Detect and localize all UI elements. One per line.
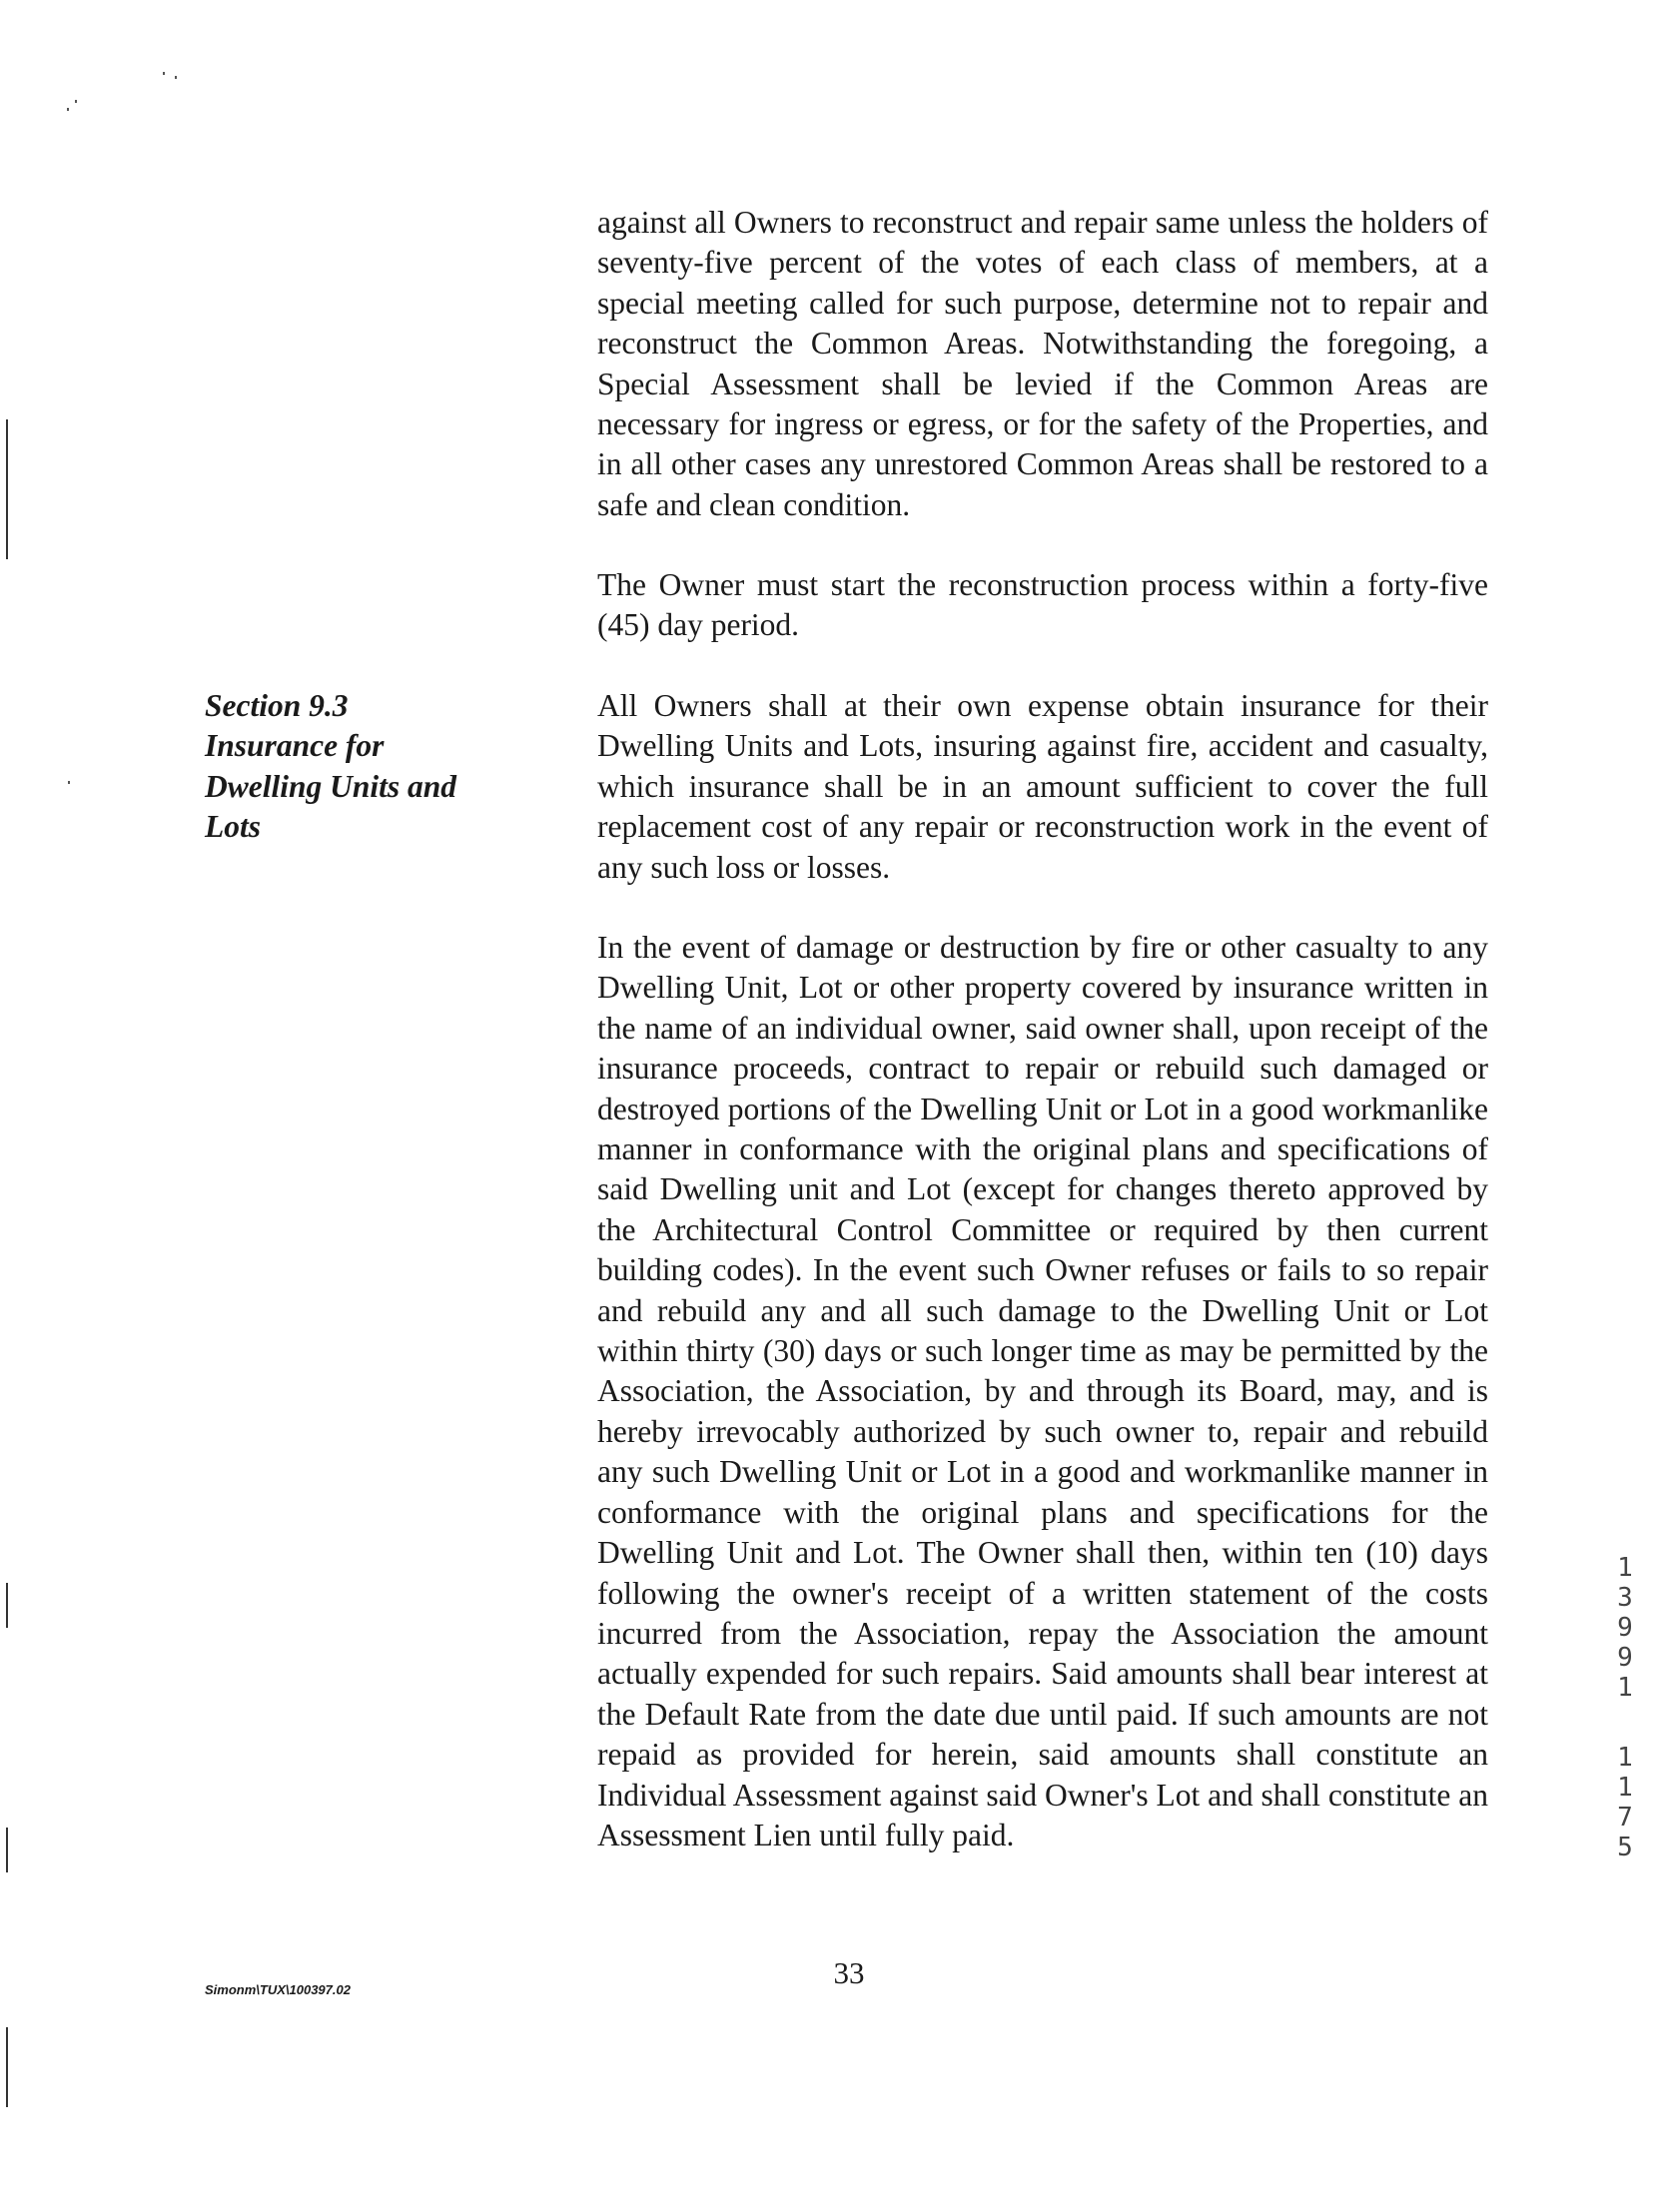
stamp-digit: 1 <box>1617 1743 1633 1773</box>
scan-speck <box>75 100 77 103</box>
scan-speck <box>67 108 69 111</box>
stamp-digit: 3 <box>1617 1583 1633 1613</box>
margin-record-stamp <box>1610 1553 1640 1862</box>
stamp-digit: 9 <box>1617 1613 1633 1643</box>
paragraph-insurance-requirement: All Owners shall at their own expense obtain insurance for their Dwelling Units and Lots, insuring against fire, accident and casualty, which insurance shall be in an amount sufficient to cover the full replacement cost of any repair or reconstruction work in the event of any such loss or losses. <box>597 688 1488 885</box>
scan-artifact-line <box>6 1583 8 1628</box>
stamp-digit: 5 <box>1617 1833 1633 1862</box>
scan-speck <box>163 72 165 75</box>
section-title-line-2: Dwelling Units and <box>205 768 457 804</box>
document-file-id: Simonm\TUX\100397.02 <box>205 1982 351 1997</box>
paragraph-reconstruction-period: The Owner must start the reconstruction process within a forty-five (45) day period. <box>597 567 1488 643</box>
scan-artifact-line <box>6 419 8 559</box>
stamp-digit: 9 <box>1617 1643 1633 1673</box>
stamp-digit: 1 <box>1617 1773 1633 1803</box>
stamp-gap <box>1610 1703 1640 1743</box>
paragraph-damage-repair: In the event of damage or destruction by fire or other casualty to any Dwelling Unit, Lot or other property covered by insurance written in the name of an individual owner, said owner shall, upon receipt of the insurance proceeds, contract to repair or rebuild such damaged or destroyed portions of the Dwelling Unit or Lot in a good workmanlike manner in conformance with the original plans and specifications of said Dwelling unit and Lot (except for changes thereto approved by the Architectural Control Committee or required by then current building codes). In the event such Owner refuses or fails to so repair and rebuild any and all such damage to the Dwelling Unit or Lot within thirty (30) days or such longer time as may be permitted by the Association, the Association, by and through its Board, may, and is hereby irrevocably authorized by such owner to, repair and rebuild any such Dwelling Unit or Lot in a good and workmanlike manner in conformance with the original plans and specifications for the Dwelling Unit and Lot. The Owner shall then, within ten (10) days following the owner's receipt of a written statement of the costs incurred from the Association, repay the Association the amount actually expended for such repairs. Said amounts shall bear interest at the Default Rate from the date due until paid. If such amounts are not repaid as provided for herein, said amounts shall constitute an Individual Assessment against said Owner's Lot and shall constitute an Assessment Lien until fully paid. <box>597 930 1488 1852</box>
paragraph-common-areas-continuation: against all Owners to reconstruct and repair same unless the holders of seventy-five percent of the votes of each class of members, at a special meeting called for such purpose, determine not to repair and reconstruct the Common Areas. Notwithstanding the foregoing, a Special Assessment shall be levied if the Common Areas are necessary for ingress or egress, or for the safety of the Properties, and in all other cases any unrestored Common Areas shall be restored to a safe and clean condition. <box>597 205 1488 522</box>
section-heading <box>205 686 504 848</box>
stamp-digit: 1 <box>1617 1673 1633 1703</box>
stamp-digit: 1 <box>1617 1553 1633 1583</box>
section-number: Section 9.3 <box>205 688 349 723</box>
section-title-line-1: Insurance for <box>205 728 385 764</box>
page-number: 33 <box>833 1955 865 1990</box>
scan-speck <box>175 76 177 79</box>
section-title-line-3: Lots <box>205 809 262 845</box>
scan-artifact-line <box>6 2027 8 2107</box>
scan-speck <box>68 781 70 784</box>
stamp-digit: 7 <box>1617 1803 1633 1833</box>
scan-artifact-line <box>6 1828 8 1872</box>
